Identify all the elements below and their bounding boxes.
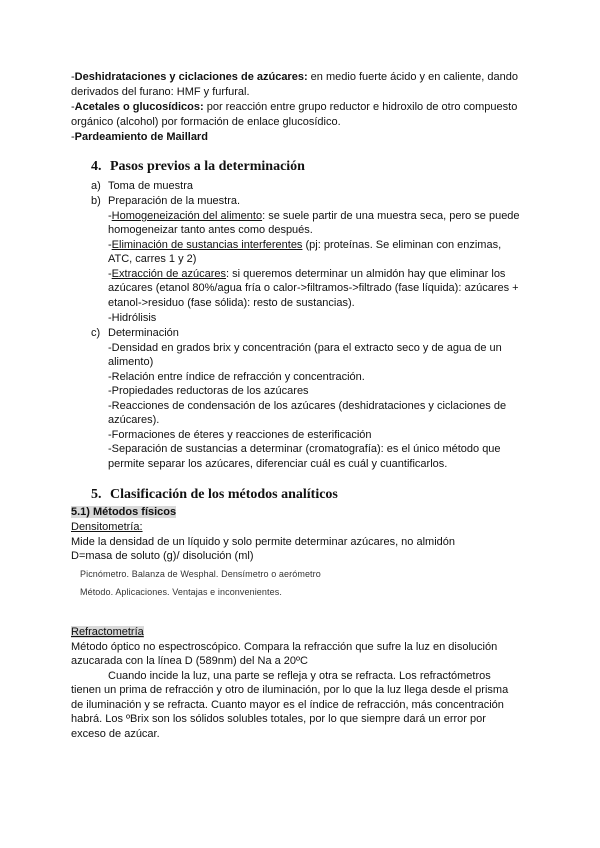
- term: Deshidrataciones y ciclaciones de azúcares:: [74, 71, 308, 83]
- text-line: etanol->residuo (fase sólida): resto de sustancias).: [108, 297, 355, 309]
- text: : se suele partir de una muestra seca, pero se puede: [262, 210, 520, 222]
- list-item-b: [91, 194, 240, 208]
- list-marker: c): [91, 327, 101, 339]
- paragraph-deshidrataciones: -Deshidrataciones y ciclaciones de azúcares: en medio fuerte ácido y en caliente, dando: [71, 71, 518, 83]
- text: en medio fuerte ácido y en caliente, dando: [307, 71, 518, 83]
- text-line: homogeneizar tanto antes como después.: [108, 224, 313, 236]
- text-line: tienen un prima de refracción y otro de iluminación, por lo que la luz llega desde el prisma: [71, 684, 509, 696]
- text-line: Cuando incide la luz, una parte se refleja y otra se refracta. Los refractómetros: [108, 670, 491, 682]
- text-line: -Eliminación de sustancias interferentes (pj: proteínas. Se eliminan con enzimas,: [108, 239, 502, 251]
- list-label: Toma de muestra: [108, 180, 193, 192]
- heading-section-4: [91, 159, 305, 175]
- refractometria-title: [71, 625, 144, 639]
- list-label: Determinación: [108, 327, 179, 339]
- text-line: -Extracción de azúcares: si queremos determinar un almidón hay que eliminar los: [108, 268, 506, 280]
- heading-number: 5.: [91, 487, 102, 502]
- underlined-term: Extracción de azúcares: [111, 268, 227, 280]
- heading-number: 4.: [91, 159, 102, 174]
- list-item-a: [91, 179, 193, 193]
- paragraph-acetales: -Acetales o glucosídicos: por reacción entre grupo reductor e hidroxilo de otro compuesto: [71, 101, 518, 113]
- list-label: Preparación de la muestra.: [108, 195, 241, 207]
- underlined-term: Homogeneización del alimento: [111, 210, 263, 222]
- text-line: azucarada con la línea D (589nm) del Na a 20ºC: [71, 655, 308, 667]
- text-line: -Homogeneización del alimento: se suele partir de una muestra seca, pero se puede: [108, 210, 520, 222]
- text: por reacción entre grupo reductor e hidroxilo de otro compuesto: [203, 101, 518, 113]
- list-marker: a): [91, 180, 101, 192]
- text-line: orgánico (alcohol) por formación de enlace glucosídico.: [71, 116, 341, 128]
- text-line: derivados del furano: HMF y furfural.: [71, 86, 250, 98]
- embedded-image-text: Método. Aplicaciones. Ventajas e inconvenientes.: [80, 587, 282, 597]
- subheading-text: 5.1) Métodos físicos: [71, 506, 177, 518]
- paragraph-maillard: -Pardeamiento de Maillard: [71, 131, 208, 143]
- text-line: -Densidad en grados brix y concentración (para el extracto seco y de agua de un: [108, 342, 502, 354]
- text-line: -Relación entre índice de refracción y concentración.: [108, 371, 365, 383]
- heading-title: Pasos previos a la determinación: [110, 159, 305, 174]
- text-line: alimento): [108, 356, 154, 368]
- term: Acetales o glucosídicos:: [74, 101, 204, 113]
- text-line: -Separación de sustancias a determinar (cromatografía): es el único método que: [108, 443, 501, 455]
- text-line: -Reacciones de condensación de los azúcares (deshidrataciones y ciclaciones de: [108, 400, 507, 412]
- heading-section-5: [91, 487, 338, 503]
- text-line: de iluminación y se refracta. Cuanto mayor es el índice de refracción, más concentración: [71, 699, 504, 711]
- text-line: -Propiedades reductoras de los azúcares: [108, 385, 309, 397]
- text-line: azúcares (etanol 80%/agua fría o calor->filtramos->filtrado (fase líquida): azúcares +: [108, 282, 519, 294]
- subheading: [71, 505, 176, 519]
- text-line: exceso de azúcar.: [71, 728, 160, 740]
- text-line: -Formaciones de éteres y reacciones de esterificación: [108, 429, 372, 441]
- text-line: habrá. Los ºBrix son los sólidos solubles totales, por lo que siempre dará un error por: [71, 713, 486, 725]
- text-line: Mide la densidad de un líquido y solo permite determinar azúcares, no almidón: [71, 536, 455, 548]
- underlined-term: Eliminación de sustancias interferentes: [111, 239, 303, 251]
- text-line: permite separar los azúcares, diferenciar cuál es cuál y cuantificarlos.: [108, 458, 448, 470]
- text: (pj: proteínas. Se eliminan con enzimas,: [302, 239, 502, 251]
- text-line: azúcares).: [108, 414, 160, 426]
- text-line: -Hidrólisis: [108, 312, 157, 324]
- heading-title: Clasificación de los métodos analíticos: [110, 487, 338, 502]
- text-line: D=masa de soluto (g)/ disolución (ml): [71, 550, 254, 562]
- list-marker: b): [91, 195, 101, 207]
- term: Pardeamiento de Maillard: [74, 131, 208, 143]
- text: : si queremos determinar un almidón hay que eliminar los: [226, 268, 506, 280]
- densitometria-title: Densitometría:: [71, 521, 143, 533]
- refractometria-title-text: Refractometría: [71, 626, 144, 638]
- text-line: Método óptico no espectroscópico. Compara la refracción que sufre la luz en disolución: [71, 641, 498, 653]
- list-item-c: [91, 326, 179, 340]
- text-line: ATC, carres 1 y 2): [108, 253, 197, 265]
- embedded-image-text: Picnómetro. Balanza de Wesphal. Densímetro o aerómetro: [80, 569, 321, 579]
